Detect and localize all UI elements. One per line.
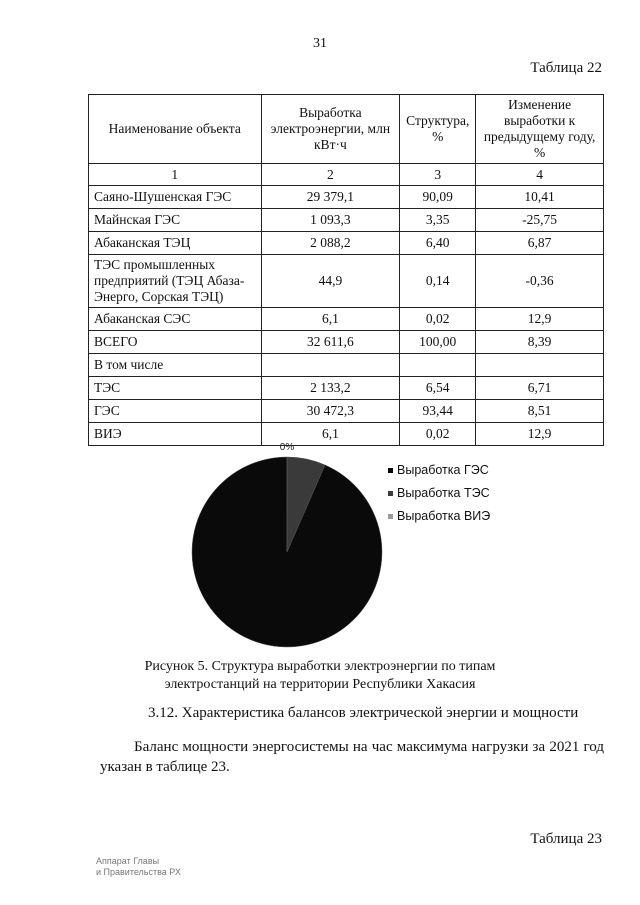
cell-share: 90,09: [400, 186, 476, 209]
cell-name: ТЭС промышленных предприятий (ТЭЦ Абаза-Энерго, Сорская ТЭЦ): [89, 255, 262, 308]
stamp-line-1: Аппарат Главы: [96, 856, 160, 866]
cell-change: 6,87: [476, 232, 604, 255]
header-output: Выработка электроэнергии, млн кВт·ч: [261, 95, 400, 164]
cell-name: ГЭС: [89, 400, 262, 423]
cell-name: ВИЭ: [89, 423, 262, 446]
cell-output: 2 088,2: [261, 232, 400, 255]
cell-share: 100,00: [400, 331, 476, 354]
table-row: [89, 308, 604, 331]
cell-change: 12,9: [476, 423, 604, 446]
cell-output: 29 379,1: [261, 186, 400, 209]
cell-change: [476, 354, 604, 377]
cell-output: [261, 354, 400, 377]
cell-output: 32 611,6: [261, 331, 400, 354]
cell-share: 6,54: [400, 377, 476, 400]
legend-swatch-renewable: [388, 514, 393, 519]
header-object-name: Наименование объекта: [89, 95, 262, 164]
table-index-row: [89, 164, 604, 186]
legend-item-hydro: [388, 463, 489, 477]
page-number: 31: [313, 36, 327, 51]
table-row: [89, 354, 604, 377]
cell-name: Абаканская ТЭЦ: [89, 232, 262, 255]
legend-swatch-thermal: [388, 491, 393, 496]
table-header-row: [89, 95, 604, 164]
cell-name: ТЭС: [89, 377, 262, 400]
cell-share: 0,02: [400, 423, 476, 446]
cell-output: 1 093,3: [261, 209, 400, 232]
cell-change: -25,75: [476, 209, 604, 232]
cell-share: [400, 354, 476, 377]
generation-pie-chart: [190, 440, 390, 652]
cell-name: ВСЕГО: [89, 331, 262, 354]
cell-change: 10,41: [476, 186, 604, 209]
cell-share: 0,14: [400, 255, 476, 308]
cell-name: В том числе: [89, 354, 262, 377]
cell-change: 6,71: [476, 377, 604, 400]
table-row: [89, 255, 604, 308]
cell-share: 93,44: [400, 400, 476, 423]
cell-name: Саяно-Шушенская ГЭС: [89, 186, 262, 209]
caption-line-2: электростанций на территории Республики Хакасия: [164, 677, 476, 692]
cell-name: Абаканская СЭС: [89, 308, 262, 331]
body-paragraph: Баланс мощности энергосистемы на час максимума нагрузки за 2021 год указан в таблице 23.: [100, 739, 604, 775]
figure-caption: [0, 658, 640, 694]
legend-item-renewable: [388, 509, 490, 523]
index-cell: 4: [476, 164, 604, 186]
stamp: [96, 856, 181, 878]
cell-change: 12,9: [476, 308, 604, 331]
cell-change: -0,36: [476, 255, 604, 308]
cell-share: 3,35: [400, 209, 476, 232]
next-table-label: Таблица 23: [530, 831, 602, 847]
table-row: [89, 232, 604, 255]
generation-table: [88, 94, 604, 446]
table-row: [89, 186, 604, 209]
cell-output: 2 133,2: [261, 377, 400, 400]
header-change: Изменение выработки к предыдущему году, %: [476, 95, 604, 164]
cell-output: 30 472,3: [261, 400, 400, 423]
cell-share: 6,40: [400, 232, 476, 255]
cell-share: 0,02: [400, 308, 476, 331]
legend-swatch-hydro: [388, 468, 393, 473]
cell-change: 8,51: [476, 400, 604, 423]
index-cell: 2: [261, 164, 400, 186]
index-cell: 1: [89, 164, 262, 186]
legend-label: Выработка ВИЭ: [397, 509, 491, 523]
table-row: [89, 377, 604, 400]
table-row: [89, 331, 604, 354]
table-row: [89, 209, 604, 232]
stamp-line-2: и Правительства РХ: [96, 867, 181, 877]
cell-output: 6,1: [261, 423, 400, 446]
section-heading: 3.12. Характеристика балансов электрической энергии и мощности: [148, 705, 579, 721]
cell-output: 6,1: [261, 308, 400, 331]
header-structure: Структура, %: [400, 95, 476, 164]
table-row: [89, 400, 604, 423]
cell-change: 8,39: [476, 331, 604, 354]
legend-label: Выработка ГЭС: [397, 463, 489, 477]
cell-name: Майнская ГЭС: [89, 209, 262, 232]
cell-output: 44,9: [261, 255, 400, 308]
legend-item-thermal: [388, 486, 490, 500]
table-label: Таблица 22: [530, 60, 602, 76]
index-cell: 3: [400, 164, 476, 186]
pie-data-label-0: 0%: [279, 442, 295, 453]
legend-label: Выработка ТЭС: [397, 486, 490, 500]
caption-line-1: Рисунок 5. Структура выработки электроэнергии по типам: [144, 659, 496, 674]
